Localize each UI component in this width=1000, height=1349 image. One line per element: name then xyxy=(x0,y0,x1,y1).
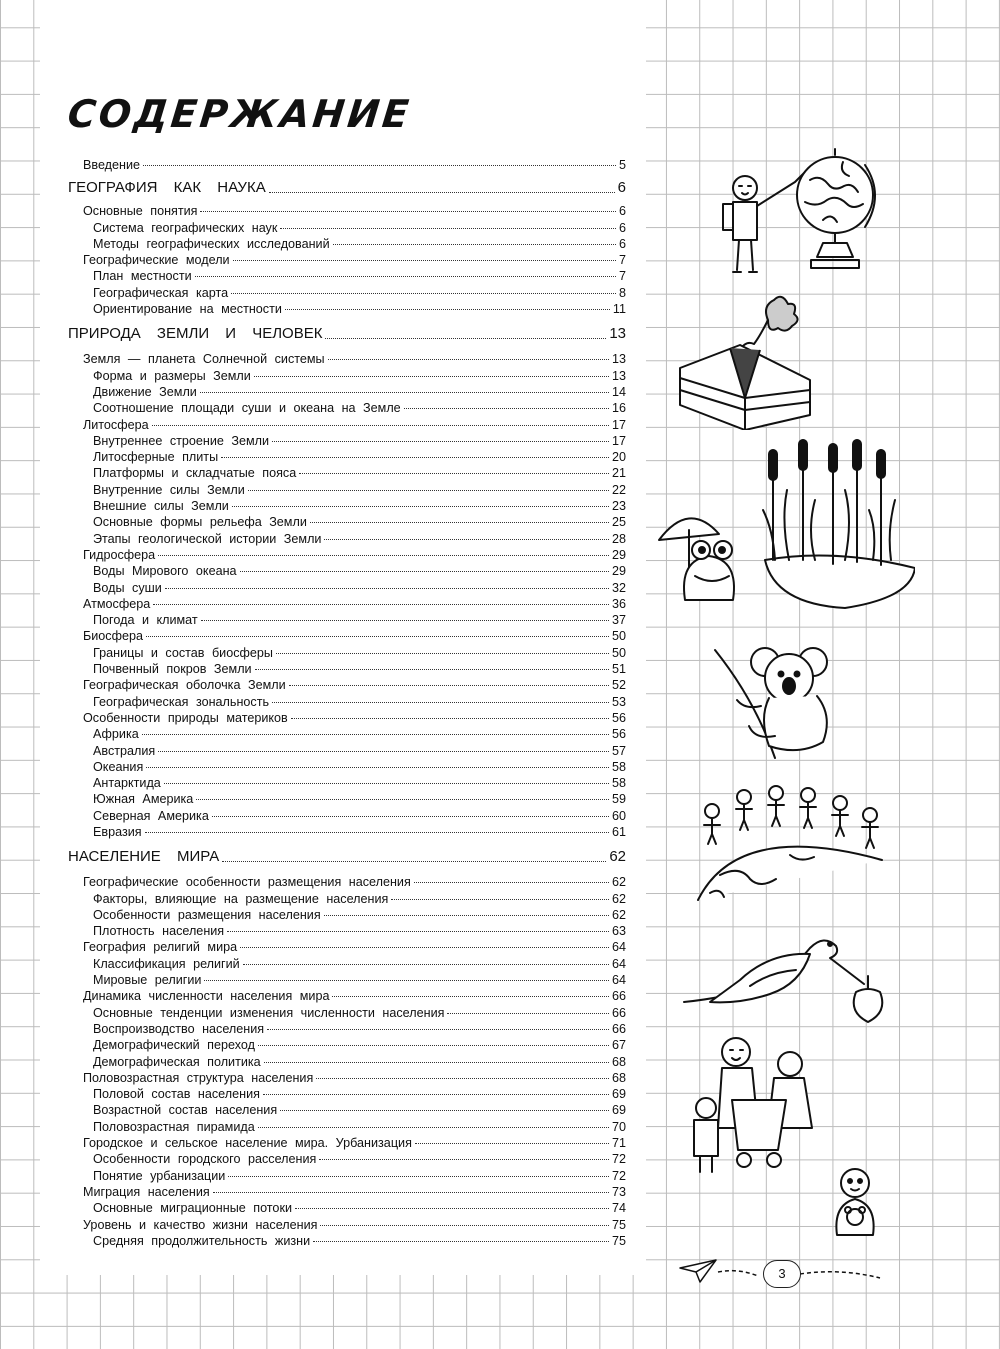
toc-leader xyxy=(142,734,609,735)
toc-entry xyxy=(68,514,626,530)
toc-leader xyxy=(289,685,609,686)
toc-page: 6 xyxy=(618,236,626,251)
toc-page: 74 xyxy=(611,1201,626,1216)
toc-leader xyxy=(333,244,616,245)
toc-leader xyxy=(291,718,609,719)
toc-label: Воды Мирового океана xyxy=(93,564,237,579)
toc-entry xyxy=(68,268,626,284)
toc-label: Воды суши xyxy=(93,580,162,595)
toc-entry xyxy=(68,628,626,644)
toc-entry xyxy=(68,743,626,759)
toc-leader xyxy=(263,1094,609,1095)
toc-entry xyxy=(68,449,626,465)
toc-leader xyxy=(258,1045,609,1046)
toc-label: Границы и состав биосферы xyxy=(93,645,273,660)
toc-page: 72 xyxy=(611,1168,626,1183)
toc-leader xyxy=(240,947,609,948)
toc-leader xyxy=(255,669,609,670)
toc-label: Южная Америка xyxy=(93,792,194,807)
toc-leader xyxy=(227,931,609,932)
toc-label: Биосфера xyxy=(83,629,143,644)
volcano-cross-section-illustration xyxy=(670,290,820,430)
toc-leader xyxy=(264,1062,609,1063)
toc-leader xyxy=(328,359,609,360)
toc-label: Евразия xyxy=(93,824,142,839)
toc-leader xyxy=(391,899,609,900)
toc-entry xyxy=(68,710,626,726)
toc-page: 21 xyxy=(611,466,626,481)
toc-label: План местности xyxy=(93,269,192,284)
toc-label: Демографическая политика xyxy=(93,1054,261,1069)
toc-entry xyxy=(68,1233,626,1249)
toc-page: 52 xyxy=(611,678,626,693)
toc-label: НАСЕЛЕНИЕ МИРА xyxy=(68,848,220,866)
toc-label: Особенности размещения населения xyxy=(93,907,321,922)
toc-label: Система географических наук xyxy=(93,220,278,235)
toc-page: 29 xyxy=(611,564,626,579)
toc-leader xyxy=(414,882,609,883)
toc-page: 68 xyxy=(611,1054,626,1069)
toc-leader xyxy=(316,1078,609,1079)
toc-page: 50 xyxy=(611,645,626,660)
toc-leader xyxy=(196,799,609,800)
toc-leader xyxy=(276,653,609,654)
toc-label: Городское и сельское население мира. Урбанизация xyxy=(83,1136,412,1151)
toc-page: 7 xyxy=(618,269,626,284)
toc-entry xyxy=(68,923,626,939)
toc-entry xyxy=(68,661,626,677)
toc-label: Внутренние силы Земли xyxy=(93,482,245,497)
toc-entry xyxy=(68,1070,626,1086)
toc-page: 8 xyxy=(618,285,626,300)
toc-leader xyxy=(232,506,609,507)
toc-entry xyxy=(68,1151,626,1167)
toc-page: 23 xyxy=(611,499,626,514)
toc-entry xyxy=(68,956,626,972)
toc-leader xyxy=(243,964,609,965)
toc-label: Северная Америка xyxy=(93,808,209,823)
toc-page: 25 xyxy=(611,515,626,530)
toc-entry xyxy=(68,677,626,693)
toc-page: 62 xyxy=(611,875,626,890)
toc-entry xyxy=(68,1135,626,1151)
toc-page: 32 xyxy=(611,580,626,595)
toc-label: Соотношение площади суши и океана на Земле xyxy=(93,401,401,416)
toc-label: Основные тенденции изменения численности населения xyxy=(93,1005,445,1020)
toc-page: 69 xyxy=(611,1087,626,1102)
toc-label: Географическая оболочка Земли xyxy=(83,678,286,693)
toc-leader xyxy=(272,702,609,703)
toc-leader xyxy=(319,1159,609,1160)
toc-leader xyxy=(415,1143,609,1144)
toc-leader xyxy=(272,441,609,442)
toc-entry xyxy=(68,1184,626,1200)
toc-label: Почвенный покров Земли xyxy=(93,662,252,677)
toc-label: Введение xyxy=(83,158,141,172)
toc-entry xyxy=(68,351,626,367)
toc-leader xyxy=(299,473,609,474)
toc-entry xyxy=(68,1102,626,1118)
toc-label: Погода и климат xyxy=(93,613,198,628)
toc-leader xyxy=(320,1225,609,1226)
toc-page: 69 xyxy=(611,1103,626,1118)
toc-label: Форма и размеры Земли xyxy=(93,368,251,383)
toc-leader xyxy=(404,408,609,409)
toc-page: 20 xyxy=(611,450,626,465)
toc-label: Платформы и складчатые пояса xyxy=(93,466,297,481)
toc-page: 13 xyxy=(611,352,626,367)
toc-label: Динамика численности населения мира xyxy=(83,989,330,1004)
toc-leader xyxy=(143,165,616,166)
toc-page: 66 xyxy=(611,989,626,1004)
toc-entry xyxy=(68,907,626,923)
toc-leader xyxy=(200,392,609,393)
toc-entry xyxy=(68,726,626,742)
toc-leader xyxy=(228,1176,609,1177)
toc-leader xyxy=(280,228,616,229)
toc-leader xyxy=(248,490,609,491)
toc-page: 6 xyxy=(618,204,626,219)
toc-entry xyxy=(68,694,626,710)
toc-leader xyxy=(146,767,609,768)
toc-label: Океания xyxy=(93,759,144,774)
toc-page: 13 xyxy=(609,325,626,343)
toc-page: 62 xyxy=(609,848,626,866)
toc-page: 7 xyxy=(618,253,626,268)
toc-entry xyxy=(68,1119,626,1135)
toc-page: 13 xyxy=(611,368,626,383)
toc-entry xyxy=(68,482,626,498)
toc-entry xyxy=(68,252,626,268)
toc-label: ПРИРОДА ЗЕМЛИ И ЧЕЛОВЕК xyxy=(68,325,323,343)
toc-entry xyxy=(68,988,626,1004)
toc-label: Возрастной состав населения xyxy=(93,1103,278,1118)
frog-and-reeds-illustration xyxy=(655,430,915,610)
page-title: СОДЕРЖАНИЕ xyxy=(65,92,414,136)
toc-entry xyxy=(68,547,626,563)
toc-label: Литосфера xyxy=(83,417,149,432)
toc-label: Географические особенности размещения населения xyxy=(83,875,411,890)
toc-entry xyxy=(68,498,626,514)
children-on-globe-illustration xyxy=(690,775,890,905)
toc-label: Мировые религии xyxy=(93,973,202,988)
toc-entry xyxy=(68,775,626,791)
toc-page: 17 xyxy=(611,433,626,448)
toc-label: Географические модели xyxy=(83,253,230,268)
toc-page: 66 xyxy=(611,1005,626,1020)
toc-leader xyxy=(165,588,609,589)
toc-label: Классификация религий xyxy=(93,956,240,971)
toc-label: Факторы, влияющие на размещение населения xyxy=(93,891,389,906)
toc-page: 17 xyxy=(611,417,626,432)
baby-illustration xyxy=(825,1165,885,1240)
toc-label: Половой состав населения xyxy=(93,1087,260,1102)
toc-entry xyxy=(68,645,626,661)
toc-page: 64 xyxy=(611,956,626,971)
toc-page: 29 xyxy=(611,547,626,562)
toc-label: Движение Земли xyxy=(93,384,197,399)
toc-entry xyxy=(68,285,626,301)
toc-page: 5 xyxy=(618,158,626,172)
toc-page: 75 xyxy=(611,1233,626,1248)
toc-label: Воспроизводство населения xyxy=(93,1021,265,1036)
toc-label: Гидросфера xyxy=(83,547,156,562)
toc-page: 51 xyxy=(611,662,626,677)
table-of-contents xyxy=(68,157,626,1249)
toc-leader xyxy=(222,861,606,862)
toc-label: Средняя продолжительность жизни xyxy=(93,1233,311,1248)
toc-label: Африка xyxy=(93,727,139,742)
toc-entry xyxy=(68,1005,626,1021)
toc-page: 73 xyxy=(611,1184,626,1199)
toc-leader xyxy=(212,816,609,817)
toc-page: 61 xyxy=(611,824,626,839)
family-illustration xyxy=(670,1030,820,1180)
toc-leader xyxy=(231,293,616,294)
toc-leader xyxy=(332,996,609,997)
page-number: 3 xyxy=(763,1260,801,1288)
toc-page: 28 xyxy=(611,531,626,546)
toc-leader xyxy=(233,260,616,261)
toc-page: 50 xyxy=(611,629,626,644)
child-with-globe-illustration xyxy=(715,140,895,280)
toc-leader xyxy=(200,211,616,212)
stork-illustration xyxy=(680,930,890,1040)
toc-entry xyxy=(68,791,626,807)
toc-page: 56 xyxy=(611,727,626,742)
toc-page: 56 xyxy=(611,710,626,725)
toc-entry xyxy=(68,220,626,236)
toc-page: 70 xyxy=(611,1119,626,1134)
toc-section xyxy=(68,173,626,203)
toc-entry xyxy=(68,1217,626,1233)
toc-leader xyxy=(153,604,609,605)
toc-page: 72 xyxy=(611,1152,626,1167)
toc-page: 22 xyxy=(611,482,626,497)
koala-illustration xyxy=(705,640,845,760)
toc-entry xyxy=(68,531,626,547)
toc-label: Особенности природы материков xyxy=(83,710,288,725)
toc-entry xyxy=(68,417,626,433)
toc-label: Внутреннее строение Земли xyxy=(93,433,270,448)
toc-label: Литосферные плиты xyxy=(93,450,219,465)
toc-label: Географическая карта xyxy=(93,285,229,300)
toc-entry xyxy=(68,596,626,612)
toc-leader xyxy=(254,376,609,377)
toc-page: 68 xyxy=(611,1070,626,1085)
toc-page: 11 xyxy=(612,302,626,317)
toc-label: Географическая зональность xyxy=(93,694,270,709)
toc-page: 62 xyxy=(611,891,626,906)
toc-label: Антарктида xyxy=(93,776,161,791)
toc-entry xyxy=(68,580,626,596)
toc-entry xyxy=(68,203,626,219)
toc-leader xyxy=(201,620,609,621)
toc-page: 6 xyxy=(618,220,626,235)
toc-label: Миграция населения xyxy=(83,1184,210,1199)
toc-page: 64 xyxy=(611,940,626,955)
toc-entry xyxy=(68,759,626,775)
toc-page: 58 xyxy=(611,776,626,791)
toc-page: 14 xyxy=(611,384,626,399)
toc-leader xyxy=(195,276,616,277)
toc-page: 59 xyxy=(611,792,626,807)
toc-entry xyxy=(68,939,626,955)
toc-page: 67 xyxy=(611,1038,626,1053)
toc-page: 6 xyxy=(617,179,626,197)
toc-entry xyxy=(68,824,626,840)
toc-page: 75 xyxy=(611,1217,626,1232)
toc-entry xyxy=(68,1054,626,1070)
toc-label: Ориентирование на местности xyxy=(93,302,282,317)
toc-label: Уровень и качество жизни населения xyxy=(83,1217,318,1232)
toc-page: 71 xyxy=(611,1136,626,1151)
toc-leader xyxy=(204,980,609,981)
toc-section xyxy=(68,840,626,874)
toc-leader xyxy=(310,522,609,523)
toc-leader xyxy=(447,1013,609,1014)
toc-entry xyxy=(68,1021,626,1037)
toc-label: Половозрастная пирамида xyxy=(93,1119,255,1134)
toc-entry xyxy=(68,1086,626,1102)
toc-entry xyxy=(68,972,626,988)
toc-label: Основные формы рельефа Земли xyxy=(93,515,307,530)
toc-leader xyxy=(240,571,609,572)
toc-page: 57 xyxy=(611,743,626,758)
toc-entry xyxy=(68,874,626,890)
toc-leader xyxy=(213,1192,609,1193)
toc-label: Этапы геологической истории Земли xyxy=(93,531,322,546)
toc-leader xyxy=(152,425,609,426)
toc-label: ГЕОГРАФИЯ КАК НАУКА xyxy=(68,179,266,197)
toc-leader xyxy=(267,1029,609,1030)
toc-page: 36 xyxy=(611,596,626,611)
toc-entry xyxy=(68,157,626,173)
toc-leader xyxy=(324,539,609,540)
toc-page: 37 xyxy=(611,613,626,628)
toc-entry xyxy=(68,1200,626,1216)
toc-leader xyxy=(164,783,609,784)
toc-label: Основные миграционные потоки xyxy=(93,1201,292,1216)
toc-entry xyxy=(68,808,626,824)
toc-leader xyxy=(280,1110,609,1111)
toc-label: Демографический переход xyxy=(93,1038,255,1053)
toc-label: Половозрастная структура населения xyxy=(83,1070,314,1085)
toc-leader xyxy=(325,338,606,339)
toc-leader xyxy=(221,457,609,458)
toc-entry xyxy=(68,433,626,449)
toc-entry xyxy=(68,368,626,384)
toc-entry xyxy=(68,301,626,317)
toc-leader xyxy=(285,309,610,310)
toc-entry xyxy=(68,612,626,628)
toc-page: 58 xyxy=(611,759,626,774)
toc-leader xyxy=(158,751,609,752)
toc-leader xyxy=(158,555,609,556)
toc-label: География религий мира xyxy=(83,940,238,955)
toc-leader xyxy=(146,636,609,637)
toc-entry xyxy=(68,465,626,481)
toc-label: Земля — планета Солнечной системы xyxy=(83,352,325,367)
toc-leader xyxy=(145,832,609,833)
toc-page: 63 xyxy=(611,924,626,939)
toc-label: Основные понятия xyxy=(83,204,198,219)
toc-leader xyxy=(258,1127,609,1128)
toc-label: Австралия xyxy=(93,743,156,758)
toc-section xyxy=(68,317,626,351)
toc-page: 62 xyxy=(611,907,626,922)
toc-page: 16 xyxy=(611,401,626,416)
toc-label: Атмосфера xyxy=(83,596,151,611)
toc-page: 60 xyxy=(611,808,626,823)
toc-entry xyxy=(68,1168,626,1184)
toc-leader xyxy=(269,192,615,193)
toc-label: Понятие урбанизации xyxy=(93,1168,226,1183)
toc-entry xyxy=(68,384,626,400)
toc-label: Особенности городского расселения xyxy=(93,1152,317,1167)
toc-entry xyxy=(68,400,626,416)
toc-entry xyxy=(68,236,626,252)
toc-entry xyxy=(68,1037,626,1053)
toc-label: Внешние силы Земли xyxy=(93,499,229,514)
toc-page: 66 xyxy=(611,1021,626,1036)
toc-label: Методы географических исследований xyxy=(93,236,330,251)
toc-page: 53 xyxy=(611,694,626,709)
toc-leader xyxy=(295,1208,609,1209)
toc-leader xyxy=(324,915,609,916)
toc-label: Плотность населения xyxy=(93,924,225,939)
toc-leader xyxy=(313,1241,609,1242)
toc-page: 64 xyxy=(611,973,626,988)
toc-entry xyxy=(68,563,626,579)
toc-entry xyxy=(68,891,626,907)
